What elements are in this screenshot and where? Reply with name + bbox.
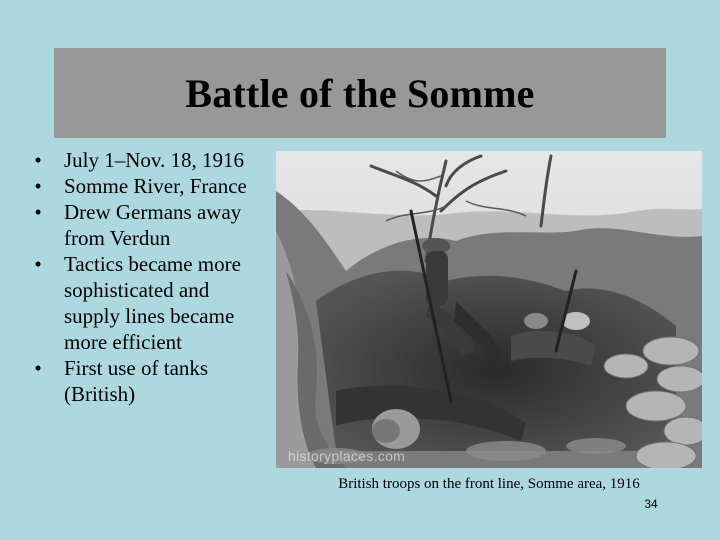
bullet-list xyxy=(28,147,268,407)
bullet-item xyxy=(28,147,268,173)
bullet-text: Somme River, France xyxy=(64,174,247,198)
title-bar xyxy=(54,48,666,138)
bullet-icon: • xyxy=(34,174,42,198)
bullet-item xyxy=(28,355,268,407)
photo-watermark: historyplaces.com xyxy=(288,448,406,464)
trench-photo-image xyxy=(276,151,702,468)
bullet-item xyxy=(28,251,268,355)
bullet-text: Drew Germans away from Verdun xyxy=(64,200,242,250)
bullet-icon: • xyxy=(34,200,42,224)
bullet-item xyxy=(28,199,268,251)
bullet-item xyxy=(28,173,268,199)
bullet-icon: • xyxy=(34,252,42,276)
bullet-text: July 1–Nov. 18, 1916 xyxy=(64,148,245,172)
bullet-text: Tactics became more sophisticated and supply lines became more efficient xyxy=(64,252,241,354)
trench-photo xyxy=(276,151,702,468)
photo-caption: British troops on the front line, Somme area, 1916 xyxy=(338,476,640,492)
bullet-icon: • xyxy=(34,148,42,172)
bullet-text: First use of tanks (British) xyxy=(64,356,209,406)
slide-number: 34 xyxy=(644,497,658,511)
slide-title: Battle of the Somme xyxy=(185,70,535,116)
bullet-icon: • xyxy=(34,356,42,380)
